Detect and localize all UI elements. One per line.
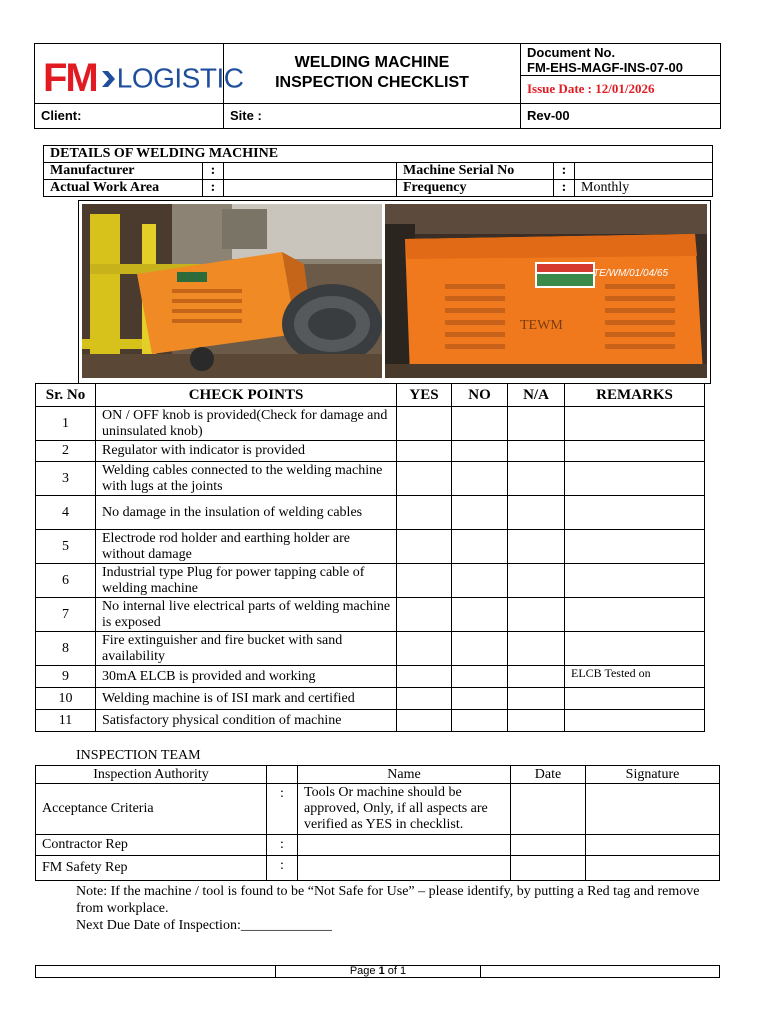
checklist-row	[36, 666, 705, 688]
row-check-point: Satisfactory physical condition of machine	[96, 710, 397, 732]
row-sr-no: 8	[36, 632, 96, 666]
row-na-cell[interactable]	[508, 441, 565, 462]
row-remarks-cell[interactable]	[565, 462, 705, 496]
issue-date: Issue Date : 12/01/2026	[527, 81, 655, 97]
welding-machine-photo-2	[385, 204, 707, 378]
work-area-value[interactable]	[224, 180, 397, 197]
fm-safety-rep-signature[interactable]	[586, 856, 720, 881]
inspection-team-title: INSPECTION TEAM	[76, 748, 201, 763]
work-area-label: Actual Work Area	[44, 180, 203, 197]
contractor-rep-date[interactable]	[511, 835, 586, 856]
safety-colon: :	[267, 856, 298, 881]
fm-safety-rep-name[interactable]	[298, 856, 511, 881]
serial-label: Machine Serial No	[397, 163, 554, 180]
row-no-cell[interactable]	[452, 564, 508, 598]
row-na-cell[interactable]	[508, 407, 565, 441]
row-sr-no: 5	[36, 530, 96, 564]
row-yes-cell[interactable]	[397, 441, 452, 462]
logo-cell	[35, 44, 244, 104]
contractor-rep-name[interactable]	[298, 835, 511, 856]
document-title	[224, 44, 521, 104]
client-label: Client:	[35, 103, 224, 128]
fm-logistic-logo	[43, 56, 243, 101]
row-no-cell[interactable]	[452, 598, 508, 632]
note-block	[76, 883, 716, 934]
col-inspection-authority: Inspection Authority	[36, 766, 267, 784]
checklist-row	[36, 462, 705, 496]
row-sr-no: 10	[36, 688, 96, 710]
acceptance-criteria-text: Tools Or machine should be approved, Only, if all aspects are verified as YES in checklist.	[298, 784, 511, 835]
row-no-cell[interactable]	[452, 496, 508, 530]
row-no-cell[interactable]	[452, 407, 508, 441]
row-sr-no: 7	[36, 598, 96, 632]
logo-arrow-icon	[100, 67, 116, 91]
row-na-cell[interactable]	[508, 688, 565, 710]
row-no-cell[interactable]	[452, 688, 508, 710]
checklist-row	[36, 632, 705, 666]
fm-safety-rep-label: FM Safety Rep	[36, 856, 267, 881]
row-check-point: Regulator with indicator is provided	[96, 441, 397, 462]
row-na-cell[interactable]	[508, 530, 565, 564]
row-check-point: ON / OFF knob is provided(Check for damage and uninsulated knob)	[96, 407, 397, 441]
contractor-rep-signature[interactable]	[586, 835, 720, 856]
checklist-row	[36, 530, 705, 564]
acceptance-date[interactable]	[511, 784, 586, 835]
col-check-points: CHECK POINTS	[96, 384, 397, 407]
row-na-cell[interactable]	[508, 462, 565, 496]
checklist-row	[36, 688, 705, 710]
machine-tag-label: TE/WM/01/04/65	[593, 268, 669, 279]
row-na-cell[interactable]	[508, 564, 565, 598]
page-footer	[35, 965, 720, 978]
logo-fm-text: FM	[43, 56, 97, 100]
row-remarks-cell[interactable]	[565, 564, 705, 598]
row-check-point: 30mA ELCB is provided and working	[96, 666, 397, 688]
row-check-point: No damage in the insulation of welding cables	[96, 496, 397, 530]
row-no-cell[interactable]	[452, 666, 508, 688]
row-remarks-cell[interactable]	[565, 688, 705, 710]
row-yes-cell[interactable]	[397, 710, 452, 732]
details-heading: DETAILS OF WELDING MACHINE	[44, 146, 713, 163]
footer-right	[481, 966, 720, 978]
doc-info-cell	[521, 44, 721, 104]
frequency-value: Monthly	[575, 180, 713, 197]
row-check-point: Electrode rod holder and earthing holder are without damage	[96, 530, 397, 564]
footer-left	[36, 966, 276, 978]
serial-value[interactable]	[575, 163, 713, 180]
title-line-1: WELDING MACHINE	[294, 54, 450, 72]
manufacturer-value[interactable]	[224, 163, 397, 180]
checklist-row	[36, 407, 705, 441]
page-total: 1	[400, 965, 407, 977]
page-number	[276, 966, 481, 978]
row-yes-cell[interactable]	[397, 564, 452, 598]
row-no-cell[interactable]	[452, 710, 508, 732]
machine-photos	[78, 200, 711, 384]
row-remarks-cell[interactable]	[565, 632, 705, 666]
col-na: N/A	[508, 384, 565, 407]
row-na-cell[interactable]	[508, 632, 565, 666]
row-na-cell[interactable]	[508, 710, 565, 732]
manufacturer-label: Manufacturer	[44, 163, 203, 180]
row-na-cell[interactable]	[508, 496, 565, 530]
col-colon	[267, 766, 298, 784]
page-prefix: Page	[349, 965, 379, 977]
safety-note: Note: If the machine / tool is found to be “Not Safe for Use” – please identify, by putting a Red tag and remove from workplace.	[76, 884, 700, 916]
row-sr-no: 4	[36, 496, 96, 530]
document-header	[34, 43, 721, 129]
row-check-point: Welding cables connected to the welding machine with lugs at the joints	[96, 462, 397, 496]
row-remarks-cell[interactable]	[565, 441, 705, 462]
row-no-cell[interactable]	[452, 441, 508, 462]
next-due-date: Next Due Date of Inspection:_____________	[76, 918, 332, 933]
col-name: Name	[298, 766, 511, 784]
manufacturer-colon: :	[203, 163, 224, 180]
machine-details-table	[43, 145, 713, 197]
checklist-row	[36, 598, 705, 632]
row-sr-no: 2	[36, 441, 96, 462]
row-yes-cell[interactable]	[397, 688, 452, 710]
row-sr-no: 3	[36, 462, 96, 496]
frequency-colon: :	[554, 180, 575, 197]
doc-number: FM-EHS-MAGF-INS-07-00	[527, 59, 684, 75]
row-sr-no: 6	[36, 564, 96, 598]
row-sr-no: 9	[36, 666, 96, 688]
row-no-cell[interactable]	[452, 530, 508, 564]
title-line-2: INSPECTION CHECKLIST	[275, 74, 469, 92]
contractor-colon: :	[267, 835, 298, 856]
row-sr-no: 11	[36, 710, 96, 732]
page-of: of	[384, 965, 401, 977]
page-current: 1	[378, 965, 385, 977]
frequency-label: Frequency	[397, 180, 554, 197]
row-yes-cell[interactable]	[397, 496, 452, 530]
row-no-cell[interactable]	[452, 462, 508, 496]
acceptance-signature[interactable]	[586, 784, 720, 835]
col-signature: Signature	[586, 766, 720, 784]
inspection-team-table	[35, 765, 720, 881]
row-remarks-cell[interactable]	[565, 710, 705, 732]
col-no: NO	[452, 384, 508, 407]
row-yes-cell[interactable]	[397, 407, 452, 441]
site-label: Site :	[224, 103, 521, 128]
row-check-point: Fire extinguisher and fire bucket with sand availability	[96, 632, 397, 666]
checklist-table	[35, 383, 705, 732]
acceptance-criteria-label: Acceptance Criteria	[36, 784, 267, 835]
checklist-row	[36, 441, 705, 462]
row-check-point: Industrial type Plug for power tapping cable of welding machine	[96, 564, 397, 598]
row-sr-no: 1	[36, 407, 96, 441]
checklist-row	[36, 564, 705, 598]
row-remarks-cell[interactable]	[565, 598, 705, 632]
row-check-point: No internal live electrical parts of welding machine is exposed	[96, 598, 397, 632]
row-remarks-cell[interactable]: ELCB Tested on	[565, 666, 705, 688]
revision: Rev-00	[521, 103, 721, 128]
serial-colon: :	[554, 163, 575, 180]
row-yes-cell[interactable]	[397, 598, 452, 632]
row-na-cell[interactable]	[508, 666, 565, 688]
row-remarks-cell[interactable]	[565, 530, 705, 564]
work-area-colon: :	[203, 180, 224, 197]
row-remarks-cell[interactable]	[565, 496, 705, 530]
row-yes-cell[interactable]	[397, 666, 452, 688]
row-check-point: Welding machine is of ISI mark and certified	[96, 688, 397, 710]
row-yes-cell[interactable]	[397, 632, 452, 666]
checklist-row	[36, 710, 705, 732]
row-remarks-cell[interactable]	[565, 407, 705, 441]
checklist-row	[36, 496, 705, 530]
row-yes-cell[interactable]	[397, 462, 452, 496]
row-na-cell[interactable]	[508, 598, 565, 632]
col-remarks: REMARKS	[565, 384, 705, 407]
fm-safety-rep-date[interactable]	[511, 856, 586, 881]
doc-number-block	[521, 44, 720, 75]
contractor-rep-label: Contractor Rep	[36, 835, 267, 856]
row-yes-cell[interactable]	[397, 530, 452, 564]
machine-brand-mark: TEWM	[520, 318, 563, 333]
col-date: Date	[511, 766, 586, 784]
logo-word-text: LOGISTIC	[116, 62, 244, 94]
acceptance-colon: :	[267, 784, 298, 835]
col-sr-no: Sr. No	[36, 384, 96, 407]
doc-number-label: Document No.	[527, 44, 616, 60]
welding-machine-photo-1	[82, 204, 382, 378]
row-no-cell[interactable]	[452, 632, 508, 666]
col-yes: YES	[397, 384, 452, 407]
